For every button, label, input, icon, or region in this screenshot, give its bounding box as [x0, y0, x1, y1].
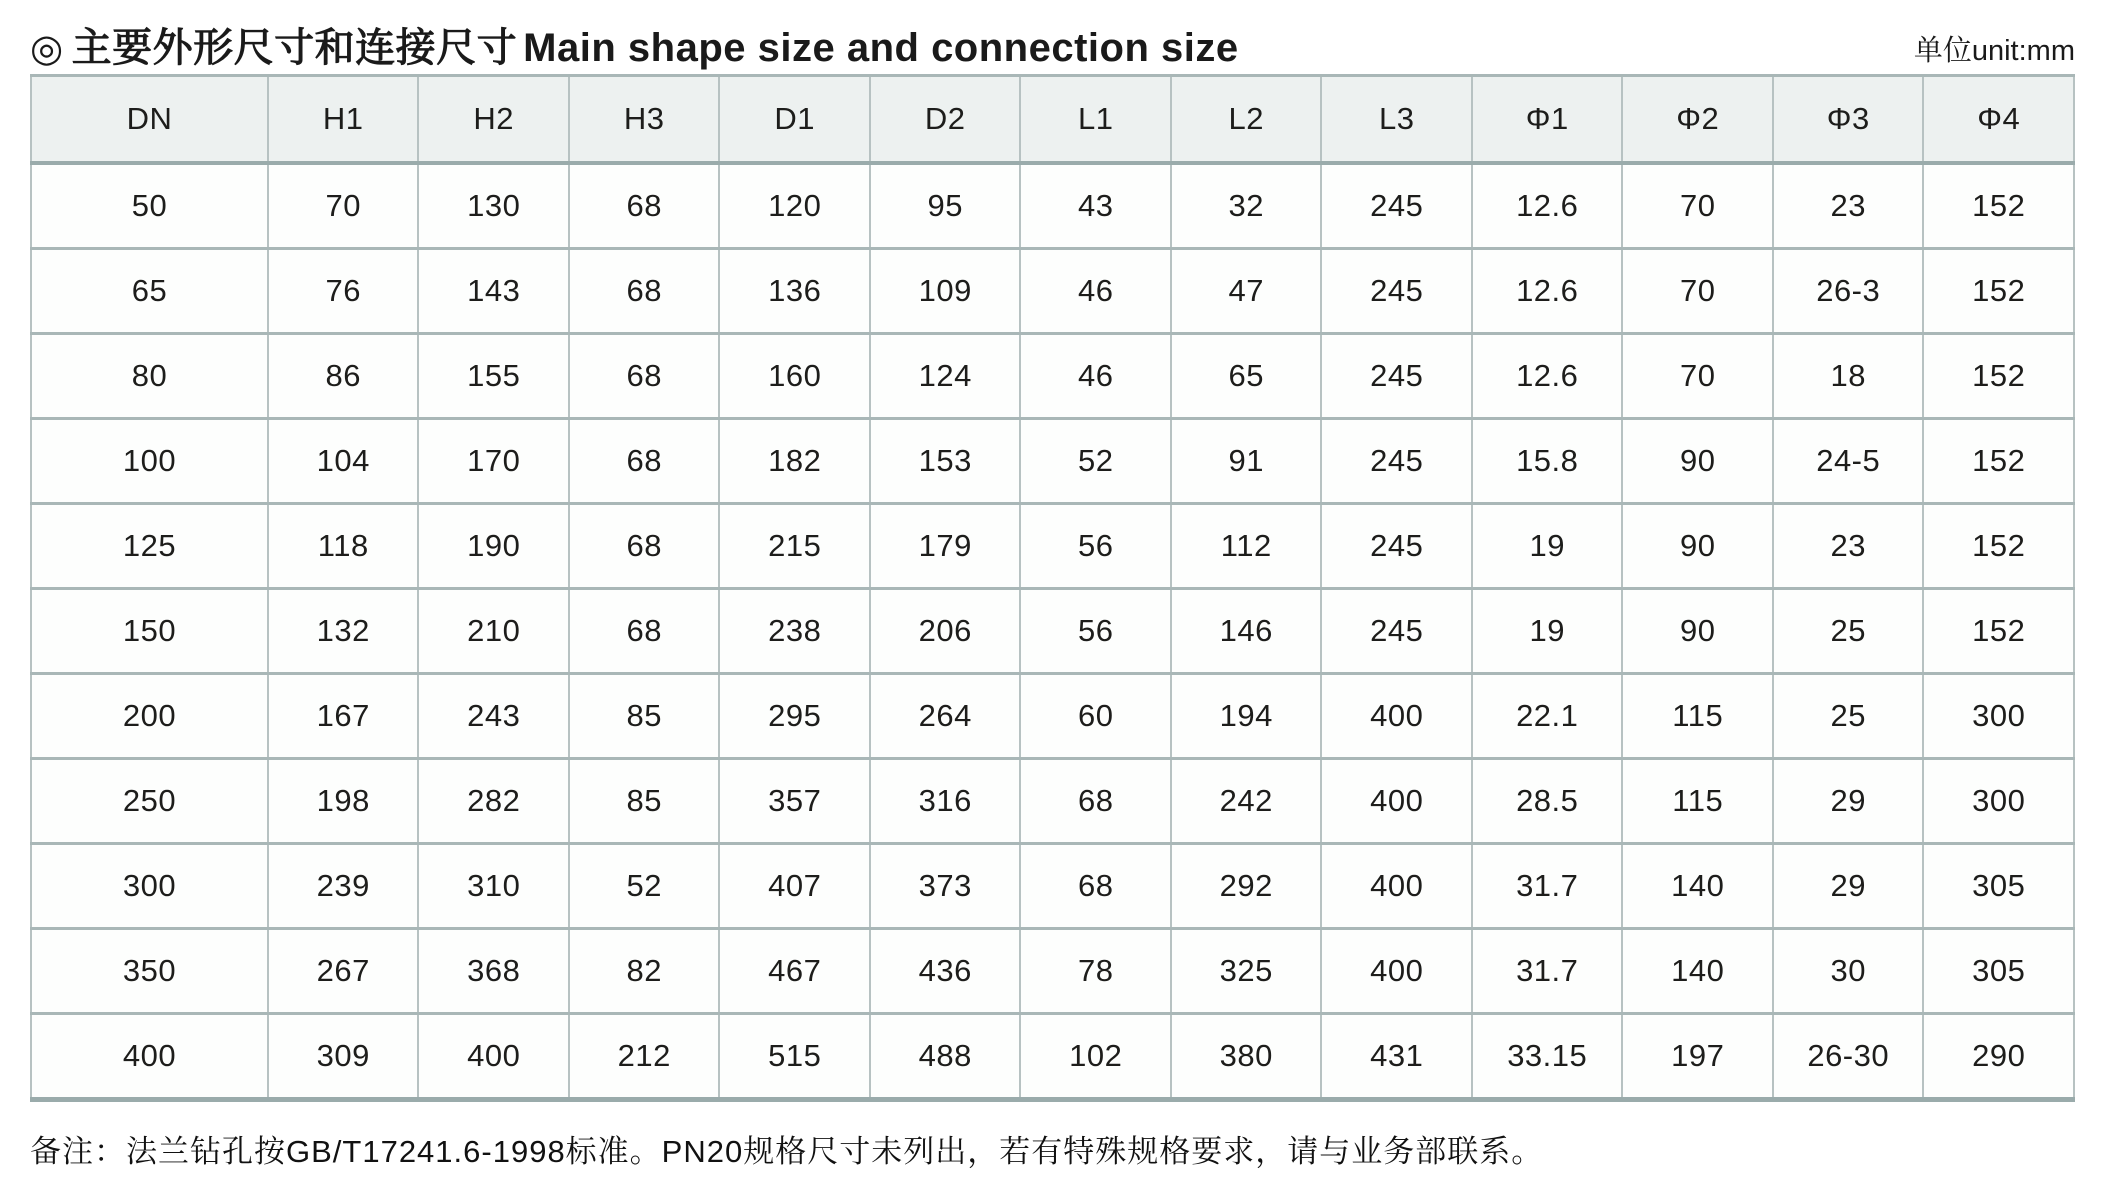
table-cell: 194 [1171, 674, 1322, 759]
table-cell: 190 [418, 504, 569, 589]
table-row [31, 759, 2074, 844]
table-cell: 30 [1773, 929, 1924, 1014]
table-cell: 102 [1020, 1014, 1171, 1100]
column-header-h1: H1 [268, 76, 419, 164]
table-row [31, 504, 2074, 589]
table-cell: 146 [1171, 589, 1322, 674]
table-cell: 245 [1321, 334, 1472, 419]
table-cell: 33.15 [1472, 1014, 1623, 1100]
table-cell: 70 [1622, 249, 1773, 334]
table-cell: 68 [569, 419, 720, 504]
table-cell: 56 [1020, 504, 1171, 589]
section-title [30, 28, 1239, 68]
table-cell: 118 [268, 504, 419, 589]
table-cell: 80 [31, 334, 268, 419]
footer-note: 备注：法兰钻孔按GB/T17241.6-1998标准。PN20规格尺寸未列出，若有特殊规格要求，请与业务部联系。 [30, 1134, 1544, 1169]
table-cell: 70 [1622, 163, 1773, 249]
table-cell: 238 [719, 589, 870, 674]
column-header-φ4: Φ4 [1923, 76, 2074, 164]
table-cell: 65 [31, 249, 268, 334]
table-cell: 267 [268, 929, 419, 1014]
table-cell: 85 [569, 759, 720, 844]
table-cell: 82 [569, 929, 720, 1014]
table-cell: 46 [1020, 249, 1171, 334]
table-cell: 130 [418, 163, 569, 249]
table-cell: 309 [268, 1014, 419, 1100]
table-row [31, 163, 2074, 249]
table-cell: 400 [418, 1014, 569, 1100]
table-row [31, 844, 2074, 929]
table-cell: 400 [1321, 929, 1472, 1014]
column-header-l1: L1 [1020, 76, 1171, 164]
table-cell: 31.7 [1472, 929, 1623, 1014]
table-cell: 56 [1020, 589, 1171, 674]
table-row [31, 589, 2074, 674]
table-cell: 153 [870, 419, 1021, 504]
unit-label: 单位unit:mm [1913, 35, 2075, 67]
table-cell: 50 [31, 163, 268, 249]
table-cell: 25 [1773, 674, 1924, 759]
table-cell: 100 [31, 419, 268, 504]
table-cell: 368 [418, 929, 569, 1014]
table-cell: 125 [31, 504, 268, 589]
column-header-l2: L2 [1171, 76, 1322, 164]
table-cell: 120 [719, 163, 870, 249]
table-cell: 210 [418, 589, 569, 674]
table-cell: 152 [1923, 334, 2074, 419]
bullseye-icon: ◎ [30, 28, 64, 70]
table-cell: 305 [1923, 929, 2074, 1014]
table-cell: 68 [569, 504, 720, 589]
column-header-h3: H3 [569, 76, 720, 164]
table-cell: 52 [569, 844, 720, 929]
table-cell: 152 [1923, 163, 2074, 249]
table-cell: 400 [1321, 759, 1472, 844]
table-cell: 91 [1171, 419, 1322, 504]
table-cell: 182 [719, 419, 870, 504]
table-cell: 200 [31, 674, 268, 759]
table-cell: 47 [1171, 249, 1322, 334]
table-cell: 85 [569, 674, 720, 759]
table-cell: 12.6 [1472, 334, 1623, 419]
table-cell: 24-5 [1773, 419, 1924, 504]
table-cell: 90 [1622, 589, 1773, 674]
table-cell: 140 [1622, 844, 1773, 929]
table-cell: 60 [1020, 674, 1171, 759]
table-cell: 29 [1773, 844, 1924, 929]
table-cell: 400 [31, 1014, 268, 1100]
table-cell: 316 [870, 759, 1021, 844]
table-cell: 350 [31, 929, 268, 1014]
table-cell: 400 [1321, 844, 1472, 929]
table-cell: 357 [719, 759, 870, 844]
table-cell: 250 [31, 759, 268, 844]
table-cell: 104 [268, 419, 419, 504]
table-cell: 150 [31, 589, 268, 674]
table-cell: 215 [719, 504, 870, 589]
table-row [31, 1014, 2074, 1100]
table-cell: 31.7 [1472, 844, 1623, 929]
table-cell: 26-3 [1773, 249, 1924, 334]
section-title-zh: 主要外形尺寸和连接尺寸 [71, 26, 518, 70]
table-cell: 68 [1020, 844, 1171, 929]
table-cell: 467 [719, 929, 870, 1014]
table-cell: 68 [1020, 759, 1171, 844]
table-cell: 90 [1622, 419, 1773, 504]
table-cell: 70 [1622, 334, 1773, 419]
table-row [31, 249, 2074, 334]
table-cell: 29 [1773, 759, 1924, 844]
table-cell: 310 [418, 844, 569, 929]
table-cell: 12.6 [1472, 249, 1623, 334]
table-cell: 152 [1923, 589, 2074, 674]
table-cell: 242 [1171, 759, 1322, 844]
table-cell: 65 [1171, 334, 1322, 419]
table-cell: 407 [719, 844, 870, 929]
table-cell: 400 [1321, 674, 1472, 759]
table-cell: 206 [870, 589, 1021, 674]
table-cell: 245 [1321, 589, 1472, 674]
table-cell: 245 [1321, 504, 1472, 589]
table-cell: 282 [418, 759, 569, 844]
table-cell: 46 [1020, 334, 1171, 419]
page-header [30, 10, 2075, 68]
column-header-φ3: Φ3 [1773, 76, 1924, 164]
column-header-φ1: Φ1 [1472, 76, 1623, 164]
table-cell: 152 [1923, 249, 2074, 334]
table-cell: 86 [268, 334, 419, 419]
table-cell: 160 [719, 334, 870, 419]
table-row [31, 929, 2074, 1014]
table-cell: 179 [870, 504, 1021, 589]
table-cell: 197 [1622, 1014, 1773, 1100]
table-cell: 124 [870, 334, 1021, 419]
table-row [31, 419, 2074, 504]
table-cell: 68 [569, 249, 720, 334]
table-cell: 68 [569, 589, 720, 674]
table-cell: 22.1 [1472, 674, 1623, 759]
table-cell: 76 [268, 249, 419, 334]
table-cell: 68 [569, 334, 720, 419]
column-header-φ2: Φ2 [1622, 76, 1773, 164]
table-cell: 300 [1923, 759, 2074, 844]
table-cell: 23 [1773, 163, 1924, 249]
table-cell: 198 [268, 759, 419, 844]
table-cell: 18 [1773, 334, 1924, 419]
section-title-en: Main shape size and connection size [523, 26, 1239, 70]
table-cell: 300 [1923, 674, 2074, 759]
column-header-d1: D1 [719, 76, 870, 164]
table-cell: 23 [1773, 504, 1924, 589]
table-cell: 264 [870, 674, 1021, 759]
table-cell: 90 [1622, 504, 1773, 589]
table-cell: 155 [418, 334, 569, 419]
table-cell: 295 [719, 674, 870, 759]
table-cell: 431 [1321, 1014, 1472, 1100]
table-cell: 112 [1171, 504, 1322, 589]
table-cell: 109 [870, 249, 1021, 334]
table-row [31, 674, 2074, 759]
column-header-h2: H2 [418, 76, 569, 164]
table-cell: 143 [418, 249, 569, 334]
table-cell: 70 [268, 163, 419, 249]
table-cell: 140 [1622, 929, 1773, 1014]
table-cell: 380 [1171, 1014, 1322, 1100]
table-cell: 292 [1171, 844, 1322, 929]
table-cell: 290 [1923, 1014, 2074, 1100]
column-header-dn: DN [31, 76, 268, 164]
table-cell: 26-30 [1773, 1014, 1924, 1100]
table-cell: 245 [1321, 163, 1472, 249]
table-cell: 243 [418, 674, 569, 759]
table-cell: 28.5 [1472, 759, 1623, 844]
column-header-l3: L3 [1321, 76, 1472, 164]
table-cell: 305 [1923, 844, 2074, 929]
table-cell: 12.6 [1472, 163, 1623, 249]
table-cell: 152 [1923, 419, 2074, 504]
table-cell: 325 [1171, 929, 1322, 1014]
table-cell: 52 [1020, 419, 1171, 504]
table-cell: 95 [870, 163, 1021, 249]
table-header [31, 76, 2074, 164]
table-cell: 68 [569, 163, 720, 249]
table-header-row [31, 76, 2074, 164]
table-row [31, 334, 2074, 419]
table-cell: 136 [719, 249, 870, 334]
table-cell: 15.8 [1472, 419, 1623, 504]
dimension-table [30, 74, 2075, 1102]
table-cell: 19 [1472, 504, 1623, 589]
table-cell: 245 [1321, 419, 1472, 504]
table-cell: 488 [870, 1014, 1021, 1100]
table-cell: 515 [719, 1014, 870, 1100]
table-body [31, 163, 2074, 1100]
column-header-d2: D2 [870, 76, 1021, 164]
table-cell: 300 [31, 844, 268, 929]
table-cell: 43 [1020, 163, 1171, 249]
table-cell: 32 [1171, 163, 1322, 249]
table-cell: 170 [418, 419, 569, 504]
table-cell: 115 [1622, 759, 1773, 844]
table-cell: 19 [1472, 589, 1623, 674]
table-cell: 25 [1773, 589, 1924, 674]
table-cell: 212 [569, 1014, 720, 1100]
table-cell: 115 [1622, 674, 1773, 759]
table-cell: 78 [1020, 929, 1171, 1014]
table-cell: 373 [870, 844, 1021, 929]
table-cell: 152 [1923, 504, 2074, 589]
table-cell: 245 [1321, 249, 1472, 334]
table-cell: 132 [268, 589, 419, 674]
table-cell: 239 [268, 844, 419, 929]
table-cell: 167 [268, 674, 419, 759]
table-cell: 436 [870, 929, 1021, 1014]
